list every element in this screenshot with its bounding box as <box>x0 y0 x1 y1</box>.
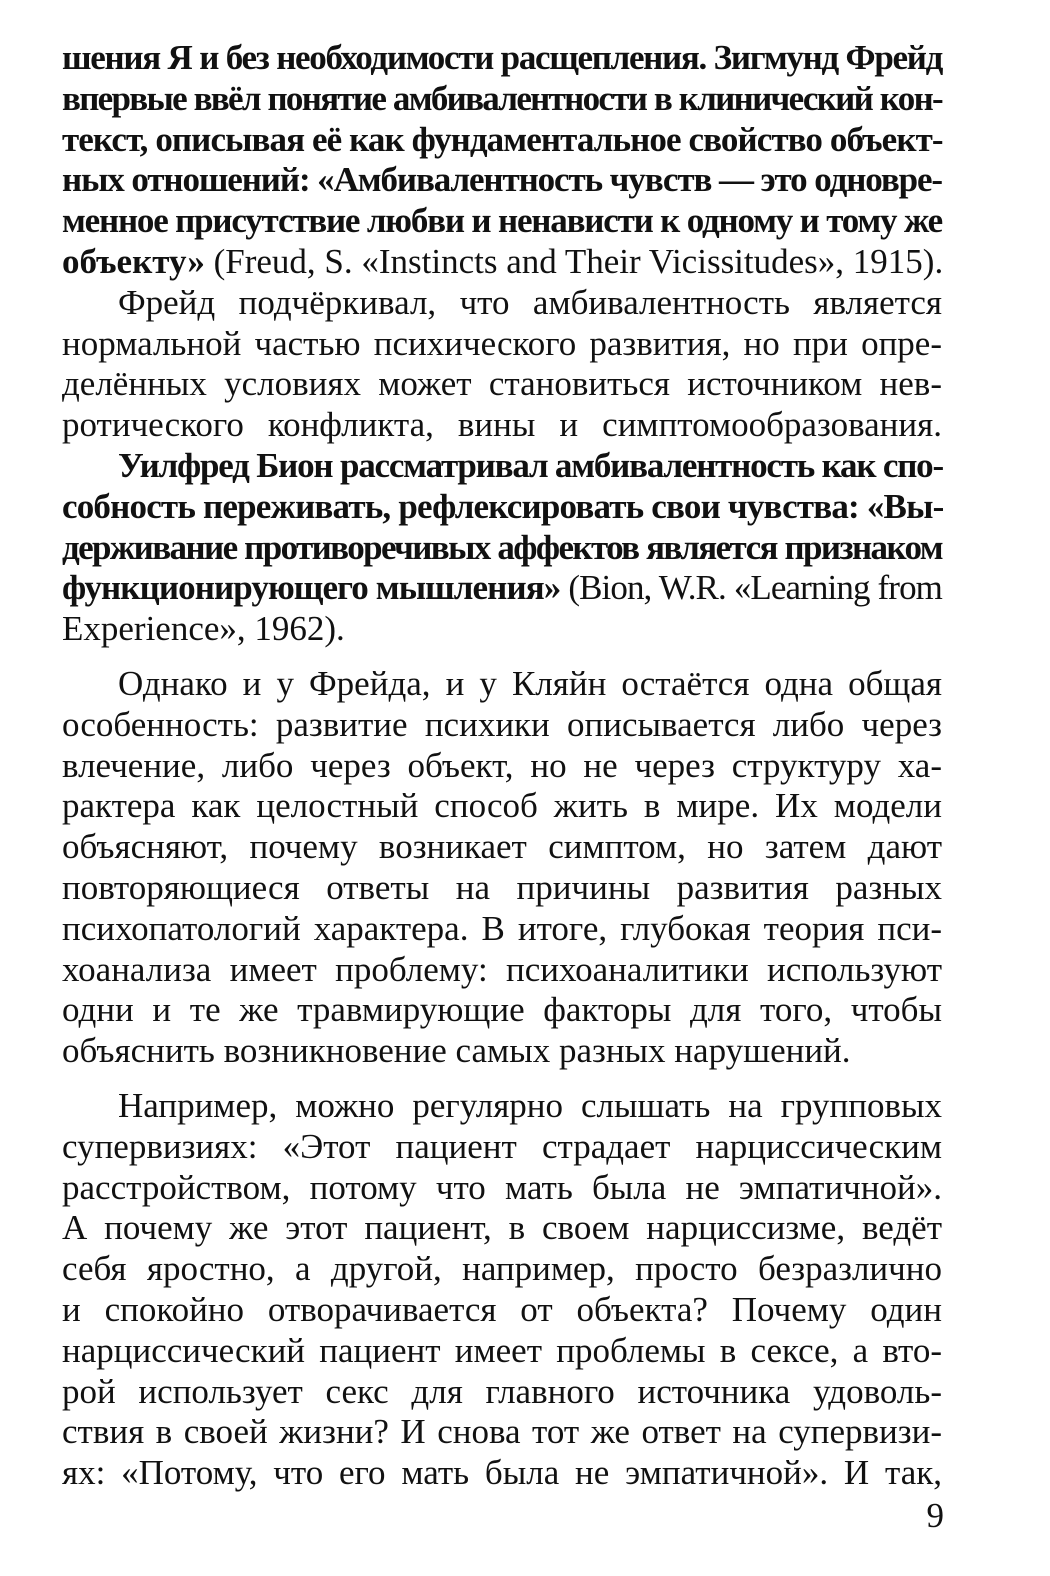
text-line: расстройством, потому что мать была не эмпатичной». <box>62 1167 942 1207</box>
text-line: и спокойно отворачивается от объекта? Почему один <box>62 1289 942 1329</box>
paragraph-5 <box>62 1086 942 1494</box>
text-line: Однако и у Фрейда, и у Кляйн остаётся одна общая <box>118 663 942 703</box>
text-line: делённых условиях может становиться источником нев- <box>62 364 942 404</box>
page-body <box>62 38 942 1494</box>
text-line: супервизиях: «Этот пациент страдает нарциссическим <box>62 1126 942 1166</box>
text-line: хоанализа имеет проблему: психоаналитики используют <box>62 949 942 989</box>
paragraph-1 <box>62 38 942 283</box>
text-line: себя яростно, а другой, например, просто безразлично <box>62 1249 942 1289</box>
text-line: ях: «Потому, что его мать была не эмпатичной». И так, <box>62 1453 942 1493</box>
text-line: менное присутствие любви и ненависти к одному и тому же <box>62 201 942 241</box>
paragraph-3 <box>62 446 942 650</box>
text-line: Experience», 1962). <box>62 609 345 649</box>
text-line: влечение, либо через объект, но не через структуру ха- <box>62 745 942 785</box>
text-line: А почему же этот пациент, в своем нарциссизме, ведёт <box>62 1208 942 1248</box>
text-line: рой использует секс для главного источника удоволь- <box>62 1371 942 1411</box>
text-line: Например, можно регулярно слышать на групповых <box>118 1085 942 1125</box>
text-line: Уилфред Бион рассматривал амбивалентность как спо- <box>118 445 943 485</box>
text-line: ствия в своей жизни? И снова тот же ответ на супервизи- <box>62 1412 942 1452</box>
text-line: впервые ввёл понятие амбивалентности в клинический кон- <box>62 78 942 118</box>
text-line: собность переживать, рефлексировать свои чувства: «Вы- <box>62 486 944 526</box>
page-number: 9 <box>926 1496 944 1535</box>
text-line: текст, описывая её как фундаментальное свойство объект- <box>62 119 943 159</box>
text-line: нарциссический пациент имеет проблемы в сексе, а вто- <box>62 1330 942 1370</box>
paragraph-4 <box>62 664 942 1072</box>
paragraph-2 <box>62 283 942 446</box>
text-line: ных отношений: «Амбивалентность чувств — это одновре- <box>62 160 942 200</box>
text-line: функционирующего мышления» (Bion, W.R. «Learning from <box>62 568 942 608</box>
text-line: Фрейд подчёркивал, что амбивалентность является <box>118 282 942 322</box>
text-line: нормальной частью психического развития, но при опре- <box>62 323 942 363</box>
text-line: объекту» (Freud, S. «Instincts and Their Vicissitudes», 1915). <box>62 241 944 281</box>
text-line: объясняют, почему возникает симптом, но затем дают <box>62 827 942 867</box>
text-line: повторяющиеся ответы на причины развития разных <box>62 867 942 907</box>
text-line: одни и те же травмирующие факторы для того, чтобы <box>62 990 942 1030</box>
text-line: ротического конфликта, вины и симптомообразования. <box>62 405 942 445</box>
text-line: психопатологий характера. В итоге, глубокая теория пси- <box>62 908 942 948</box>
text-line: держивание противоречивых аффектов является признаком <box>62 527 942 567</box>
text-line: особенность: развитие психики описывается либо через <box>62 704 942 744</box>
text-line: шения Я и без необходимости расщепления. Зигмунд Фрейд <box>62 38 942 77</box>
text-line: рактера как целостный способ жить в мире. Их модели <box>62 786 942 826</box>
text-line: объяснить возникновение самых разных нарушений. <box>62 1031 851 1071</box>
